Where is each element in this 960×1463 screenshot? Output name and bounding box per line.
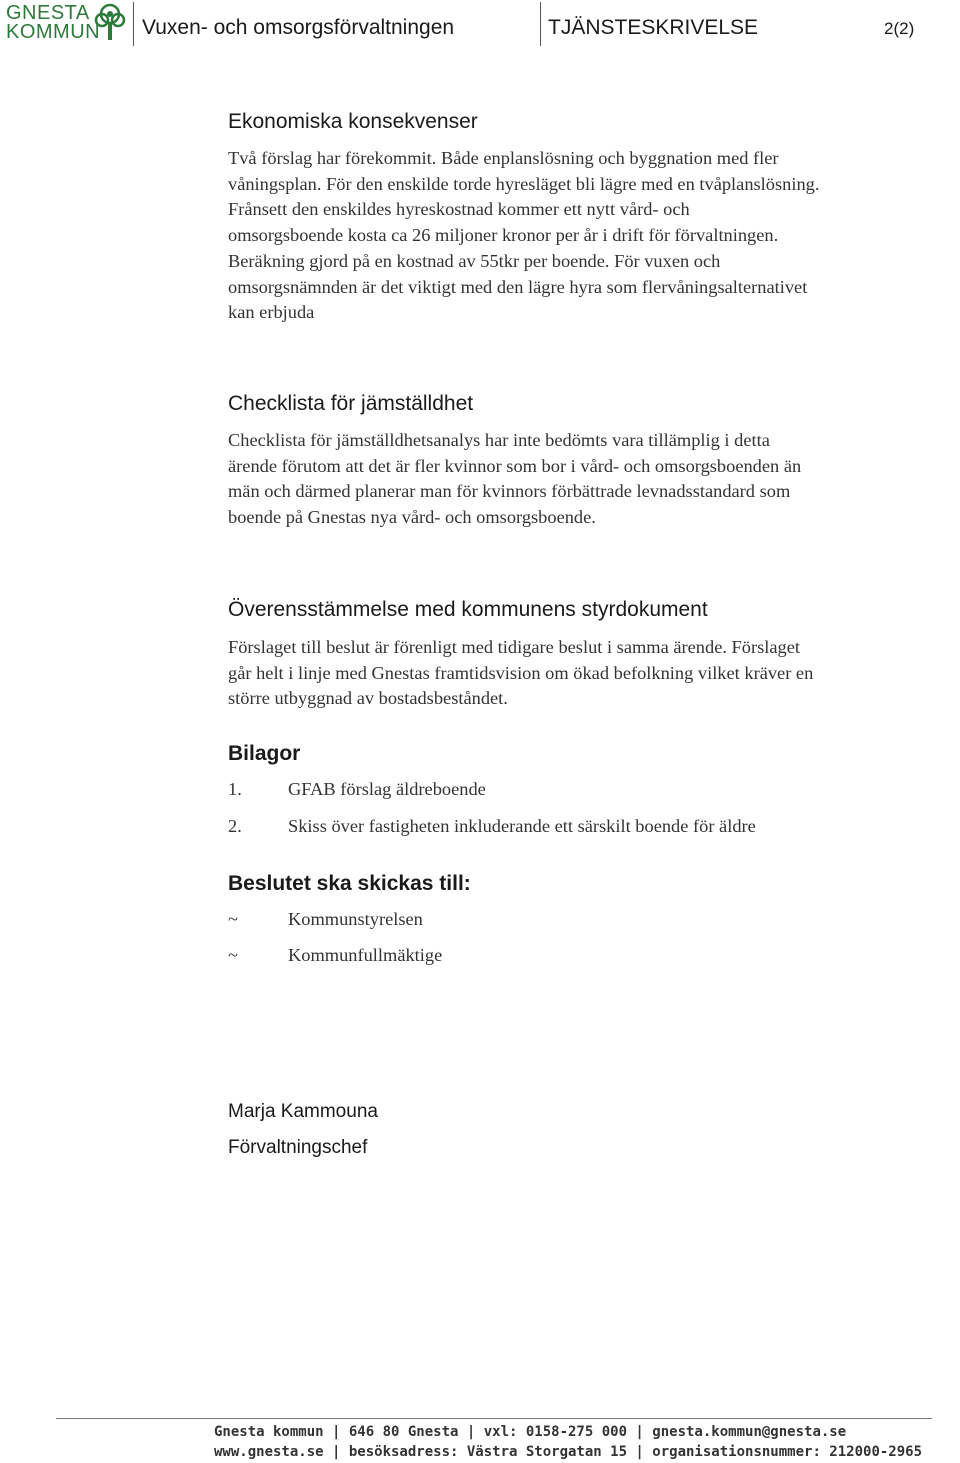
footer-address-line: www.gnesta.se | besöksadress: Västra Storgatan 15 | organisationsnummer: 212000-2965	[214, 1444, 923, 1460]
economic-paragraph	[228, 146, 928, 326]
recipient-item	[228, 909, 423, 930]
header-divider	[540, 2, 541, 46]
paragraph-line: Checklista för jämställdhetsanalys har inte bedömts vara tillämplig i detta	[228, 430, 770, 450]
equality-paragraph	[228, 428, 928, 531]
signature-title: Förvaltningschef	[228, 1137, 368, 1158]
department-name: Vuxen- och omsorgsförvaltningen	[142, 16, 455, 39]
document-type: TJÄNSTESKRIVELSE	[548, 16, 759, 39]
recipient-text: Kommunstyrelsen	[288, 909, 423, 929]
tree-logo-icon	[92, 2, 128, 42]
paragraph-line: Två förslag har förekommit. Både enplanslösning och byggnation med fler	[228, 148, 779, 168]
recipient-text: Kommunfullmäktige	[288, 945, 443, 965]
page-number: 2(2)	[884, 19, 915, 38]
attachment-item	[228, 816, 756, 837]
attachment-text: GFAB förslag äldreboende	[288, 779, 486, 799]
economic-heading: Ekonomiska konsekvenser	[228, 110, 478, 133]
attachment-item	[228, 779, 486, 800]
paragraph-line: kan erbjuda	[228, 302, 315, 323]
list-number: 1.	[228, 779, 242, 799]
footer-divider	[56, 1418, 932, 1419]
logo-line-1: GNESTA	[6, 2, 90, 24]
paragraph-line: våningsplan. För den enskilde torde hyresläget bli lägre med en tvåplanslösning.	[228, 173, 820, 194]
paragraph-line: Frånsett den enskildes hyreskostnad kommer ett nytt vård- och	[228, 199, 690, 220]
footer-contact-line: Gnesta kommun | 646 80 Gnesta | vxl: 0158-275 000 | gnesta.kommun@gnesta.se	[214, 1424, 847, 1440]
recipients-heading: Beslutet ska skickas till:	[228, 872, 471, 895]
header-divider	[133, 2, 134, 46]
logo	[6, 2, 101, 43]
compliance-heading: Överensstämmelse med kommunens styrdokument	[228, 598, 708, 621]
paragraph-line: går helt i linje med Gnestas framtidsvision om ökad befolkning vilket kräver en	[228, 662, 814, 683]
recipient-item	[228, 945, 442, 966]
attachment-text: Skiss över fastigheten inkluderande ett särskilt boende för äldre	[288, 816, 756, 836]
equality-heading: Checklista för jämställdhet	[228, 392, 474, 415]
logo-line-2: KOMMUN	[6, 21, 101, 43]
paragraph-line: Beräkning gjord på en kostnad av 55tkr per boende. För vuxen och	[228, 250, 721, 271]
paragraph-line: Förslaget till beslut är förenligt med tidigare beslut i samma ärende. Förslaget	[228, 637, 801, 657]
compliance-paragraph	[228, 635, 928, 712]
list-number: 2.	[228, 816, 242, 836]
paragraph-line: omsorgsnämnden är det viktigt med den lägre hyra som flervåningsalternativet	[228, 276, 808, 297]
paragraph-line: större utbyggnad av bostadsbeståndet.	[228, 688, 508, 709]
signature-name: Marja Kammouna	[228, 1101, 378, 1122]
attachments-heading: Bilagor	[228, 742, 301, 765]
paragraph-line: omsorgsboende kosta ca 26 miljoner kronor per år i drift för förvaltningen.	[228, 225, 779, 246]
paragraph-line: ärende förutom att det är fler kvinnor som bor i vård- och omsorgsboenden än	[228, 455, 802, 476]
tilde-marker: ~	[228, 909, 238, 929]
paragraph-line: män och därmed planerar man för kvinnors förbättrade levnadsstandard som	[228, 481, 791, 502]
paragraph-line: boende på Gnestas nya vård- och omsorgsboende.	[228, 507, 596, 528]
tilde-marker: ~	[228, 945, 238, 965]
